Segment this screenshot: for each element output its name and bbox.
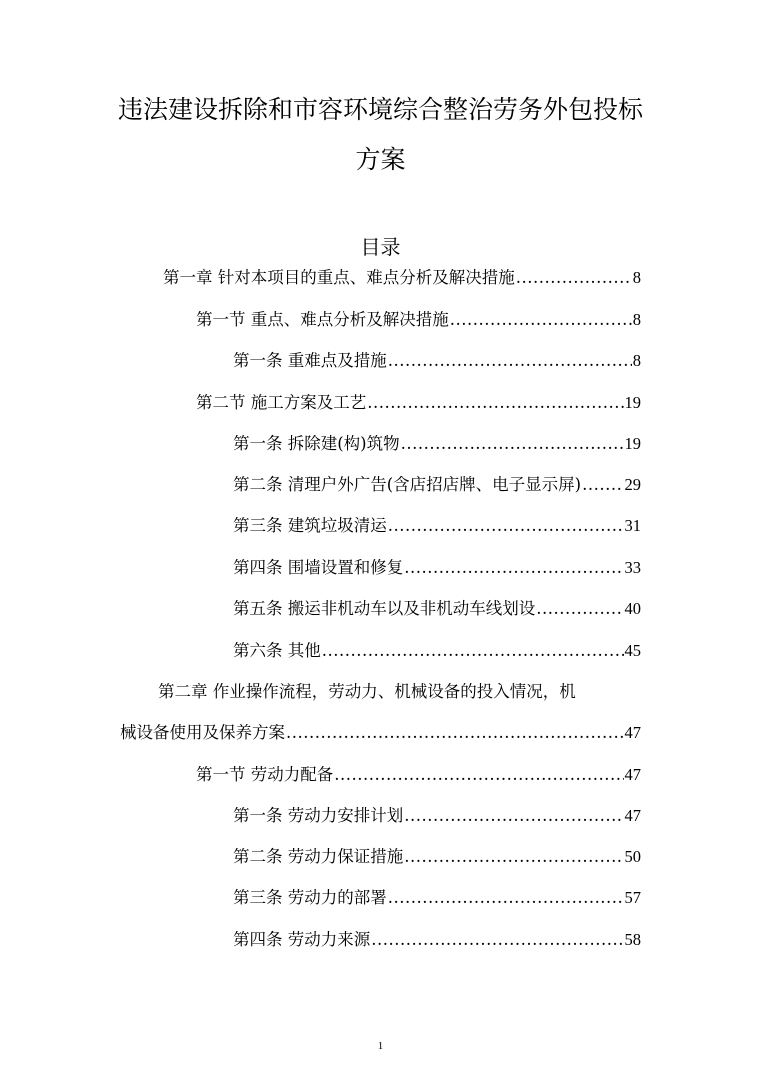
toc-entry-title: 第四条 劳动力来源	[233, 930, 371, 949]
toc-entry-page: 45	[624, 641, 641, 660]
toc-entry-title: 第一条 劳动力安排计划	[233, 806, 404, 825]
toc-entry-title: 第一节 劳动力配备	[196, 765, 334, 784]
toc-entry-line[interactable]: 第二章 作业操作流程，劳动力、机械设备的投入情况，机	[158, 682, 576, 701]
toc-entry-title: 第四条 围墙设置和修复	[233, 558, 404, 577]
toc-entry[interactable]	[233, 556, 641, 580]
toc-leader-dots	[371, 928, 623, 952]
toc-entry[interactable]	[233, 639, 641, 663]
toc-leader-dots	[404, 845, 623, 869]
toc-entry-title: 第二条 劳动力保证措施	[233, 847, 404, 866]
toc-entry[interactable]	[196, 308, 641, 332]
toc-entry-page: 8	[632, 268, 641, 287]
toc-entry-page: 19	[624, 393, 641, 412]
toc-leader-dots	[334, 763, 623, 787]
toc-entry[interactable]	[233, 845, 641, 869]
toc-entry-title: 第三条 劳动力的部署	[233, 888, 387, 907]
toc-entry-page: 31	[624, 516, 641, 535]
toc-entry-page: 8	[632, 310, 641, 329]
toc-leader-dots	[286, 721, 624, 745]
toc-entry-page: 58	[624, 930, 641, 949]
page-number: 1	[377, 1040, 384, 1052]
toc-leader-dots	[404, 556, 623, 580]
toc-entry[interactable]	[233, 432, 641, 456]
toc-entry-title: 第二条 清理户外广告(含店招店牌、电子显示屏)	[233, 475, 582, 494]
toc-leader-dots	[401, 432, 624, 456]
toc-entry[interactable]	[196, 391, 641, 415]
toc-entry-page: 47	[624, 723, 641, 742]
toc-entry-page: 50	[624, 847, 641, 866]
toc-entry-title: 第二节 施工方案及工艺	[196, 393, 367, 412]
toc-entry-title: 械设备使用及保养方案	[120, 723, 285, 742]
toc-entry-title: 第六条 其他	[233, 641, 321, 660]
toc-entry[interactable]	[233, 597, 641, 621]
toc-entry[interactable]	[233, 886, 641, 910]
document-title-line1: 违法建设拆除和市容环境综合整治劳务外包投标	[117, 95, 643, 124]
toc-entry[interactable]	[233, 349, 641, 373]
toc-entry-title: 第一条 重难点及措施	[233, 351, 387, 370]
toc-entry-title: 第一节 重点、难点分析及解决措施	[196, 310, 449, 329]
toc-leader-dots	[322, 639, 624, 663]
toc-leader-dots	[582, 473, 623, 497]
toc-leader-dots	[536, 597, 623, 621]
toc-entry-title: 第一章 针对本项目的重点、难点分析及解决措施	[163, 268, 515, 287]
toc-entry-page: 8	[632, 351, 641, 370]
toc-entry-title: 第一条 拆除建(构)筑物	[233, 434, 400, 453]
toc-leader-dots	[404, 804, 623, 828]
toc-leader-dots	[450, 308, 632, 332]
toc-entry[interactable]	[196, 763, 641, 787]
toc-entry-page: 47	[624, 765, 641, 784]
toc-entry[interactable]	[120, 721, 641, 745]
toc-leader-dots	[516, 266, 632, 290]
toc-entry[interactable]	[233, 473, 641, 497]
document-title-line2: 方案	[355, 145, 406, 174]
toc-entry[interactable]	[233, 928, 641, 952]
toc-leader-dots	[367, 391, 623, 415]
toc-heading: 目录	[360, 235, 401, 259]
toc-entry-page: 47	[624, 806, 641, 825]
toc-leader-dots	[388, 886, 624, 910]
toc-entry[interactable]	[233, 514, 641, 538]
toc-entry-page: 33	[624, 558, 641, 577]
toc-entry-page: 29	[624, 475, 641, 494]
toc-entry-title: 第三条 建筑垃圾清运	[233, 516, 387, 535]
toc-entry[interactable]	[233, 804, 641, 828]
toc-entry-page: 40	[624, 599, 641, 618]
toc-entry-title: 第五条 搬运非机动车以及非机动车线划设	[233, 599, 536, 618]
toc-entry-page: 57	[624, 888, 641, 907]
toc-entry-page: 19	[624, 434, 641, 453]
toc-leader-dots	[388, 349, 632, 373]
toc-entry[interactable]	[163, 266, 641, 290]
toc-leader-dots	[388, 514, 624, 538]
